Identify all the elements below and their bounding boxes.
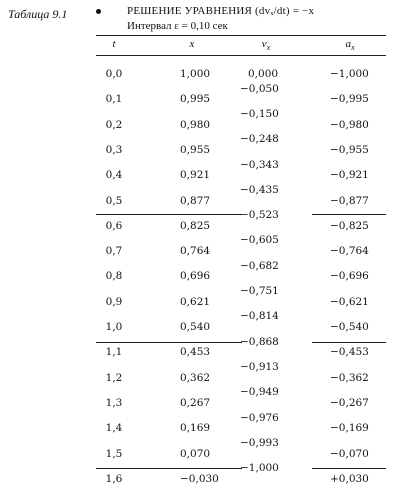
header-t: t (112, 38, 116, 50)
cell-t: 0,2 (105, 118, 123, 131)
cell-a: −0,877 (330, 194, 369, 207)
cell-v-half-step: −0,868 (240, 335, 279, 348)
cell-a: −0,169 (330, 422, 369, 435)
cell-x: 0,453 (180, 346, 211, 359)
cell-a: −0,955 (330, 143, 369, 156)
group-rule-2-a (312, 342, 386, 343)
cell-v-half-step: −0,913 (240, 360, 279, 373)
group-rule-2 (96, 342, 242, 343)
table-caption: Таблица 9.1 (8, 7, 68, 21)
cell-x: 0,540 (180, 321, 211, 333)
cell-a: −0,453 (330, 346, 369, 359)
cell-x: 0,070 (180, 447, 211, 460)
cell-t: 1,4 (105, 422, 123, 435)
cell-a: −0,267 (330, 396, 369, 409)
cell-v-half-step: −0,814 (240, 310, 279, 323)
cell-v-half-step: −0,605 (240, 234, 279, 247)
cell-v-half-step: −0,248 (240, 133, 279, 146)
header-v: $v_x$ (261, 38, 271, 53)
cell-t: 1,3 (105, 396, 123, 409)
cell-t: 0,8 (105, 270, 123, 283)
cell-x: 0,825 (180, 219, 211, 232)
top-rule (96, 35, 386, 36)
cell-x: 0,764 (180, 245, 211, 258)
cell-t: 0,6 (105, 219, 123, 232)
group-rule-1-a (312, 214, 386, 215)
cell-a: −1,000 (330, 68, 369, 80)
cell-t: 1,0 (105, 321, 123, 333)
header-x: x (189, 38, 195, 50)
cell-v-half-step: −0,993 (240, 436, 279, 449)
cell-t: 0,3 (105, 143, 123, 156)
cell-a: −0,696 (330, 270, 369, 283)
cell-t: 1,6 (105, 472, 123, 485)
cell-a: −0,995 (330, 93, 369, 106)
cell-x: 0,267 (180, 396, 211, 409)
cell-t: 0,1 (105, 93, 123, 106)
cell-t: 1,1 (105, 346, 123, 359)
cell-a: −0,070 (330, 447, 369, 460)
cell-x: 0,955 (180, 143, 211, 156)
cell-x: 0,877 (180, 194, 211, 207)
cell-x: 1,000 (180, 68, 211, 80)
cell-v: 0,000 (248, 68, 279, 80)
cell-v-half-step: −1,000 (240, 462, 279, 475)
cell-t: 0,5 (105, 194, 123, 207)
group-rule-3 (96, 468, 242, 469)
cell-v-half-step: −0,435 (240, 183, 279, 196)
cell-t: 1,5 (105, 447, 123, 460)
cell-a: +0,030 (330, 472, 369, 485)
cell-v-half-step: −0,682 (240, 259, 279, 272)
cell-a: −0,980 (330, 118, 369, 131)
cell-t: 0,0 (105, 68, 123, 80)
cell-t: 1,2 (105, 371, 123, 384)
cell-x: 0,921 (180, 169, 211, 182)
table-title: РЕШЕНИЕ УРАВНЕНИЯ (dvₓ/dt) = −x (127, 5, 315, 17)
cell-t: 0,9 (105, 295, 123, 308)
cell-a: −0,362 (330, 371, 369, 384)
group-rule-3-a (312, 468, 386, 469)
cell-t: 0,7 (105, 245, 123, 258)
cell-v-half-step: −0,523 (240, 209, 279, 222)
cell-x: 0,169 (180, 422, 211, 435)
cell-a: −0,921 (330, 169, 369, 182)
bullet-icon (96, 9, 101, 14)
cell-a: −0,621 (330, 295, 369, 308)
cell-a: −0,764 (330, 245, 369, 258)
cell-v-half-step: −0,976 (240, 411, 279, 424)
cell-x: 0,696 (180, 270, 211, 283)
header-rule (96, 55, 386, 56)
cell-v-half-step: −0,751 (240, 285, 279, 298)
cell-x: 0,980 (180, 118, 211, 131)
group-rule-1 (96, 214, 242, 215)
cell-x: 0,995 (180, 93, 211, 106)
cell-v-half-step: −0,343 (240, 158, 279, 171)
cell-x: −0,030 (180, 472, 219, 485)
cell-x: 0,362 (180, 371, 211, 384)
header-a: $a_x$ (345, 38, 355, 53)
cell-v-half-step: −0,150 (240, 107, 279, 120)
cell-v-half-step: −0,949 (240, 386, 279, 399)
cell-x: 0,621 (180, 295, 211, 308)
cell-a: −0,825 (330, 219, 369, 232)
interval-note: Интервал ε = 0,10 сек (127, 20, 228, 32)
cell-t: 0,4 (105, 169, 123, 182)
cell-v-half-step: −0,050 (240, 82, 279, 95)
cell-a: −0,540 (330, 321, 369, 333)
